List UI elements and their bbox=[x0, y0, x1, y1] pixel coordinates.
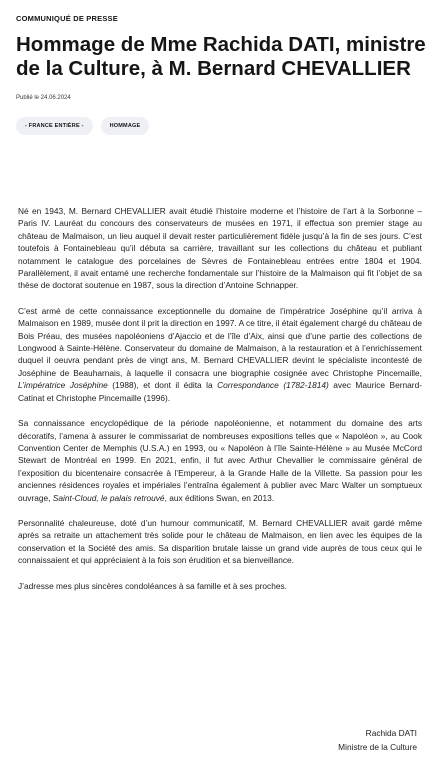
paragraph-3 bbox=[18, 417, 422, 504]
category-label: COMMUNIQUÉ DE PRESSE bbox=[16, 14, 118, 23]
paragraph-5 bbox=[18, 580, 422, 592]
paragraph-text: Né en 1943, M. Bernard CHEVALLIER avait étudié l’histoire moderne et l’histoire de l’art à la Sorbonne – Paris IV. Lauréat du concours des conservateurs de musées en 1971, il effectua son premier stage au château de Malmaison, un lieu auquel il devait rester particulièrement fidèle jusqu’à la fin de ses jours. C’est toutefois à Fontainebleau qu’il débuta sa carrière, travaillant sur les collections du château et publiant notamment le catalogue des porcelaines de Sèvres de Fontainebleau entrées entre 1804 et 1904. Parallèlement, il avait entamé une recherche fondamentale sur l’histoire de la Malmaison qui fit l’objet de sa thèse de doctorat soutenue en 1987, sous la direction d’Antoine Schnapper. bbox=[18, 206, 422, 291]
signature-role: Ministre de la Culture bbox=[338, 742, 417, 752]
paragraph-text: J’adresse mes plus sincères condoléances à sa famille et à ses proches. bbox=[18, 580, 287, 591]
italic-text: (1782-1814) bbox=[283, 380, 329, 391]
paragraph-2 bbox=[18, 305, 422, 404]
paragraph-text: (1988), et dont il édita la bbox=[107, 380, 218, 391]
italic-text: Saint-Cloud, le palais retrouvé bbox=[52, 492, 165, 503]
publication-date: Publié le 24.06.2024 bbox=[16, 95, 71, 101]
paragraph-text: C’est armé de cette connaissance exceptionnelle du domaine de l’impératrice Joséphine qu’il arriva à Malmaison en 1989, musée dont il prit la direction en 1997. A ce titre, il était également chargé du château de Bois Préau, des musées napoléoniens d’Ajaccio et de l’île d’Aix, ainsi que d’une partie des collections de Longwood à Sainte-Hélène. Conservateur du domaine de Malmaison, à la restauration et à l’enrichissement duquel il oeuvra pendant près de vingt ans, M. Bernard CHEVALLIER devint le spécialiste incontesté de Joséphine de Beauharnais, à laquelle il consacra une biographie cosignée avec Christophe Pincemaille, bbox=[18, 305, 422, 378]
article-header bbox=[16, 14, 426, 135]
signature-name: Rachida DATI bbox=[365, 728, 417, 738]
paragraph-text: avec Maurice Bernard-Catinat et Christophe Pincemaille (1996). bbox=[18, 380, 422, 403]
page-title: Hommage de Mme Rachida DATI, ministre de la Culture, à M. Bernard CHEVALLIER bbox=[16, 33, 426, 80]
paragraph-1 bbox=[18, 205, 422, 292]
tag-list bbox=[16, 117, 426, 135]
tag-hommage[interactable]: HOMMAGE bbox=[101, 117, 150, 135]
signature-block bbox=[338, 726, 417, 754]
tag-france-entiere[interactable]: - FRANCE ENTIÈRE - bbox=[16, 117, 93, 135]
paragraph-text: Sa connaissance encyclopédique de la période napoléonienne, et notamment du domaine des arts décoratifs, l’amena à assurer le commissariat de nombreuses expositions telles que « Napoléon », au Cook Convention Center de Memphis (U.S.A.) en 1993, ou « Napoléon à l’île Sainte-Hélène » au Musée McCord Stewart de Montréal en 1999. En 2021, enfin, il fut avec Arthur Chevallier le commissaire général de l’exposition du bicentenaire consacrée à l’Empereur, à la Grande Halle de la Villette. Sa passion pour les anciennes résidences royales et impériales l’entraîna également à publier avec Marc Walter un somptueux ouvrage, bbox=[18, 418, 422, 503]
paragraph-text: Personnalité chaleureuse, doté d’un humour communicatif, M. Bernard CHEVALLIER avait gardé même après sa retraite un attachement très solide pour le château de Malmaison, en lien avec les équipes de la conservation et la Société des amis. Sa disparition brutale laisse un grand vide auprès de tous ceux qui le connaissaient et qui appréciaient à la fois son érudition et sa bienveillance. bbox=[18, 517, 422, 566]
article-body bbox=[18, 205, 422, 605]
paragraph-4 bbox=[18, 517, 422, 567]
italic-text: Correspondance bbox=[217, 380, 279, 391]
paragraph-text: , aux éditions Swan, en 2013. bbox=[164, 492, 275, 503]
italic-text: L’impératrice Joséphine bbox=[18, 380, 108, 391]
